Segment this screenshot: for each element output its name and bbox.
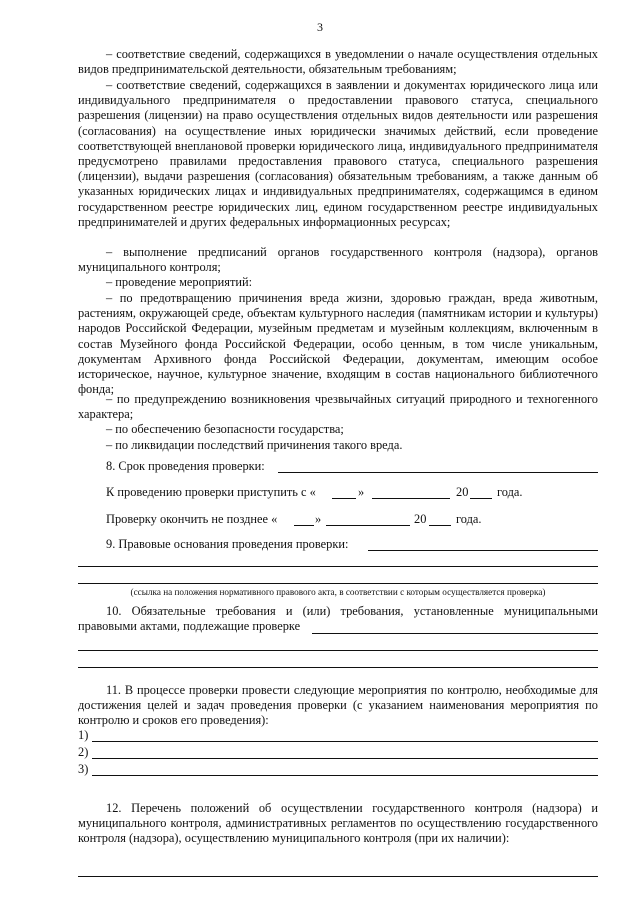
item-application-compliance: – соответствие сведений, содержащихся в заявлении и документах юридического лица или индивидуального предпринимателя о предоставлении правового статуса, специального разрешения (лицензии) на право осуществления отдельных видов деятельности или разрешения (согласования) на осуществление иных юридически значимых действий, если проведение соответствующей внеплановой проверки юридического лица, индивидуального предпринимателя предусмотрено правилами предоставления правового статуса, специального разрешения (лицензии), выдачи разрешения (согласования) обязательным требованиям, а также данным об указанных юридических лицах и индивидуальных предпринимателях, содержащимся в едином государственном реестре юридических лиц, едином государственном реестре индивидуальных предпринимателей и других федеральных информационных ресурсах; [78,78,598,229]
measure-number-2: 2) [78,745,89,759]
measure-field-3[interactable] [92,775,598,776]
end-year-prefix: 20 [414,512,427,526]
item-harm-prevention: – по предотвращению причинения вреда жизни, здоровью граждан, вреда животным, растениям, окружающей среде, объектам культурного наследия (памятникам истории и культуры) народов Российской Федерации, музейным предметам и музейным коллекциям, включенным в состав Музейного фонда Российской Федерации, особо ценным, в том числе уникальным, документам Архивного фонда Российской Федерации, документам, имеющим особое историческое, научное, культурное значение, входящим в состав национального библиотечного фонда; [78,291,598,397]
section10-label: 10. Обязательные требования и (или) требования, установленные муниципальными правовыми актами, подлежащие проверке [78,604,598,634]
start-year-field[interactable] [470,498,492,499]
item-notification-compliance: – соответствие сведений, содержащихся в уведомлении о начале осуществления отдельных видов предпринимательской деятельности, обязательным требованиям; [78,47,598,77]
requirements-field-2[interactable] [78,650,598,651]
section8-label: 8. Срок проведения проверки: [106,459,265,473]
legal-basis-field-3[interactable] [78,583,598,584]
item-orders-execution: – выполнение предписаний органов государственного контроля (надзора), органов муниципального контроля; [78,245,598,275]
legal-basis-field-1[interactable] [368,550,598,551]
start-year-suffix: года. [497,485,523,499]
item-measures: – проведение мероприятий: [106,275,253,289]
end-quote-close: » [315,512,322,526]
start-day-field[interactable] [332,498,356,499]
end-year-suffix: года. [456,512,482,526]
section11-label: 11. В процессе проверки провести следующие мероприятия по контролю, необходимые для достижения целей и задач проведения проверки (с указанием наименования мероприятия по контролю и сроков его проведения): [78,683,598,728]
section8-term-field[interactable] [278,472,598,473]
end-year-field[interactable] [429,525,451,526]
item-state-security: – по обеспечению безопасности государства; [106,422,344,436]
start-date-prefix: К проведению проверки приступить с « [106,485,316,499]
requirements-field-1[interactable] [312,633,598,634]
measure-number-3: 3) [78,762,89,776]
start-quote-close: » [358,485,365,499]
measure-field-2[interactable] [92,758,598,759]
start-year-prefix: 20 [456,485,469,499]
item-emergency-prevention: – по предупреждению возникновения чрезвычайных ситуаций природного и техногенного характера; [78,392,598,422]
start-month-field[interactable] [372,498,450,499]
legal-basis-note: (ссылка на положения нормативного правового акта, в соответствии с которым осуществляется проверка) [130,587,546,597]
measure-number-1: 1) [78,728,89,742]
page-number: 3 [317,20,323,34]
requirements-field-3[interactable] [78,667,598,668]
measure-field-1[interactable] [92,741,598,742]
end-day-field[interactable] [294,525,314,526]
legal-basis-field-2[interactable] [78,566,598,567]
section12-label: 12. Перечень положений об осуществлении государственного контроля (надзора) и муниципального контроля, административных регламентов по осуществлению государственного контроля (надзора), осуществлению муниципального контроля (при их наличии): [78,801,598,846]
item-harm-liquidation: – по ликвидации последствий причинения такого вреда. [106,438,403,452]
end-date-prefix: Проверку окончить не позднее « [106,512,278,526]
regulations-field[interactable] [78,876,598,877]
end-month-field[interactable] [326,525,410,526]
section9-label: 9. Правовые основания проведения проверки: [106,537,349,551]
